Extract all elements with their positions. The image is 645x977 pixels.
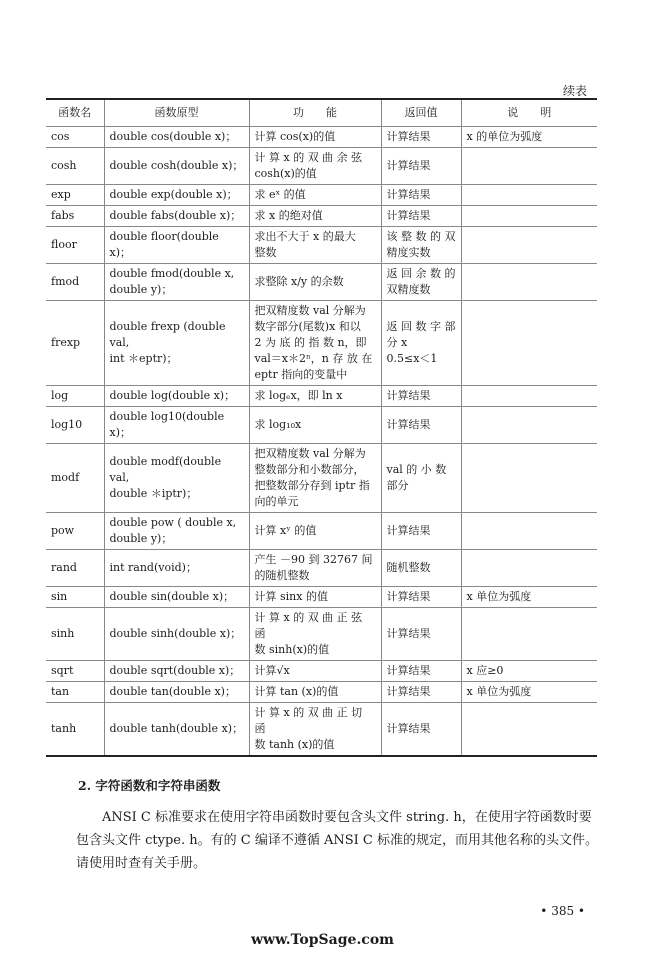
- cell-prototype: double sqrt(double x)；: [104, 661, 249, 682]
- cell-note: [461, 227, 597, 264]
- cell-note: [461, 444, 597, 513]
- continued-label: 续表: [562, 84, 587, 98]
- header-note: 说 明: [461, 99, 597, 127]
- table-header-row: [46, 99, 597, 127]
- cell-function: 求出不大于 x 的最大 整数: [249, 227, 381, 264]
- cell-return: 计算结果: [381, 407, 461, 444]
- footer-url: www.TopSage.com: [251, 932, 394, 948]
- cell-function-name: sinh: [46, 608, 104, 661]
- function-table-body: [46, 99, 597, 756]
- table-row: [46, 206, 597, 227]
- cell-return: 计算结果: [381, 206, 461, 227]
- table-row: [46, 550, 597, 587]
- table-row: [46, 386, 597, 407]
- cell-function-name: sin: [46, 587, 104, 608]
- cell-function-name: log: [46, 386, 104, 407]
- cell-prototype: double tan(double x)；: [104, 682, 249, 703]
- cell-prototype: double tanh(double x)；: [104, 703, 249, 757]
- header-function-name: 函数名: [46, 99, 104, 127]
- cell-function-name: exp: [46, 185, 104, 206]
- cell-function: 计 算 x 的 双 曲 正 弦 函 数 sinh(x)的值: [249, 608, 381, 661]
- cell-prototype: double floor(double x)；: [104, 227, 249, 264]
- cell-function: 计 算 x 的 双 曲 正 切 函 数 tanh (x)的值: [249, 703, 381, 757]
- page-number: • 385 •: [540, 904, 585, 918]
- body-paragraph: ANSI C 标准要求在使用字符串函数时要包含头文件 string. h，在使用字符函数时要包含头文件 ctype. h。有的 C 编译不遵循 ANSI C 标准的规定，而用其他名称的头文件。请使用时查有关手册。: [76, 810, 598, 871]
- cell-return: 计算结果: [381, 513, 461, 550]
- cell-return: 计算结果: [381, 608, 461, 661]
- cell-function: 计 算 x 的 双 曲 余 弦 cosh(x)的值: [249, 148, 381, 185]
- cell-function-name: rand: [46, 550, 104, 587]
- cell-return: 返 回 数 字 部 分 x 0.5≤x＜1: [381, 301, 461, 386]
- cell-function: 求 log₁₀x: [249, 407, 381, 444]
- cell-note: [461, 185, 597, 206]
- cell-note: [461, 386, 597, 407]
- cell-note: [461, 301, 597, 386]
- cell-note: [461, 148, 597, 185]
- cell-function-name: cosh: [46, 148, 104, 185]
- table-row: [46, 264, 597, 301]
- table-row: [46, 185, 597, 206]
- cell-return: 返 回 余 数 的 双精度数: [381, 264, 461, 301]
- cell-function-name: log10: [46, 407, 104, 444]
- cell-note: x 的单位为弧度: [461, 127, 597, 148]
- cell-note: x 单位为弧度: [461, 587, 597, 608]
- cell-prototype: double fmod(double x, double y)；: [104, 264, 249, 301]
- cell-function-name: fmod: [46, 264, 104, 301]
- cell-prototype: int rand(void)；: [104, 550, 249, 587]
- table-row: [46, 301, 597, 386]
- table-row: [46, 661, 597, 682]
- section-title: 2. 字符函数和字符串函数: [78, 778, 221, 793]
- cell-prototype: double cosh(double x)；: [104, 148, 249, 185]
- cell-function-name: frexp: [46, 301, 104, 386]
- cell-function: 计算 cos(x)的值: [249, 127, 381, 148]
- cell-function: 求 logₑx，即 ln x: [249, 386, 381, 407]
- cell-function-name: tan: [46, 682, 104, 703]
- cell-return: 该 整 数 的 双 精度实数: [381, 227, 461, 264]
- cell-function: 求整除 x/y 的余数: [249, 264, 381, 301]
- cell-return: 计算结果: [381, 587, 461, 608]
- cell-function: 把双精度数 val 分解为 整数部分和小数部分， 把整数部分存到 iptr 指 向的单元: [249, 444, 381, 513]
- cell-prototype: double cos(double x)；: [104, 127, 249, 148]
- table-row: [46, 127, 597, 148]
- cell-return: 随机整数: [381, 550, 461, 587]
- cell-prototype: double frexp (double val, int ＊eptr)；: [104, 301, 249, 386]
- cell-function: 产生 －90 到 32767 间 的随机整数: [249, 550, 381, 587]
- header-prototype: 函数原型: [104, 99, 249, 127]
- cell-note: [461, 407, 597, 444]
- table-row: [46, 703, 597, 757]
- cell-function: 计算 tan (x)的值: [249, 682, 381, 703]
- cell-function-name: cos: [46, 127, 104, 148]
- cell-return: 计算结果: [381, 148, 461, 185]
- cell-function: 计算 sinx 的值: [249, 587, 381, 608]
- cell-note: [461, 550, 597, 587]
- cell-prototype: double pow ( double x, double y)；: [104, 513, 249, 550]
- cell-note: [461, 513, 597, 550]
- cell-return: 计算结果: [381, 682, 461, 703]
- cell-return: 计算结果: [381, 386, 461, 407]
- cell-prototype: double modf(double val, double ＊iptr)；: [104, 444, 249, 513]
- cell-prototype: double sin(double x)；: [104, 587, 249, 608]
- table-row: [46, 587, 597, 608]
- cell-note: x 应≥0: [461, 661, 597, 682]
- table-row: [46, 513, 597, 550]
- header-function: 功 能: [249, 99, 381, 127]
- cell-function: 计算√x: [249, 661, 381, 682]
- cell-function: 把双精度数 val 分解为 数字部分(尾数)x 和以 2 为 底 的 指 数 n，即 val＝x＊2ⁿ，n 存 放 在 eptr 指向的变量中: [249, 301, 381, 386]
- table-row: [46, 407, 597, 444]
- cell-function: 求 eˣ 的值: [249, 185, 381, 206]
- cell-note: [461, 264, 597, 301]
- cell-return: 计算结果: [381, 127, 461, 148]
- table-row: [46, 444, 597, 513]
- cell-note: x 单位为弧度: [461, 682, 597, 703]
- header-return: 返回值: [381, 99, 461, 127]
- cell-prototype: double fabs(double x)；: [104, 206, 249, 227]
- cell-function: 计算 xʸ 的值: [249, 513, 381, 550]
- cell-prototype: double sinh(double x)；: [104, 608, 249, 661]
- cell-function-name: fabs: [46, 206, 104, 227]
- cell-return: 计算结果: [381, 185, 461, 206]
- cell-note: [461, 206, 597, 227]
- cell-function-name: modf: [46, 444, 104, 513]
- cell-prototype: double log(double x)；: [104, 386, 249, 407]
- cell-function-name: pow: [46, 513, 104, 550]
- table-row: [46, 682, 597, 703]
- table-row: [46, 608, 597, 661]
- cell-function-name: tanh: [46, 703, 104, 757]
- cell-prototype: double exp(double x)；: [104, 185, 249, 206]
- table-row: [46, 227, 597, 264]
- cell-return: 计算结果: [381, 703, 461, 757]
- cell-note: [461, 703, 597, 757]
- function-table: [46, 98, 597, 757]
- cell-return: 计算结果: [381, 661, 461, 682]
- cell-note: [461, 608, 597, 661]
- cell-function-name: sqrt: [46, 661, 104, 682]
- cell-prototype: double log10(double x)；: [104, 407, 249, 444]
- cell-function-name: floor: [46, 227, 104, 264]
- cell-function: 求 x 的绝对值: [249, 206, 381, 227]
- table-row: [46, 148, 597, 185]
- cell-return: val 的 小 数 部分: [381, 444, 461, 513]
